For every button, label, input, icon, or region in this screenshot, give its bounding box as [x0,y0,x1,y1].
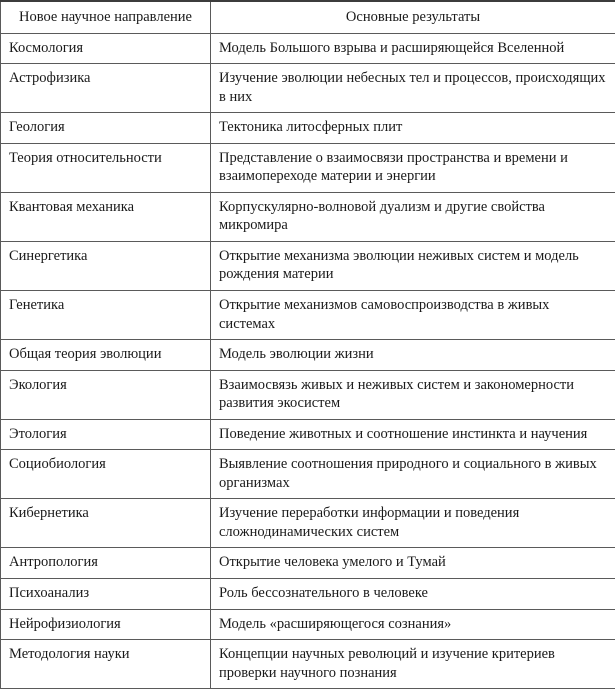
results-cell: Модель Большого взрыва и расширяющейся Вселенной [211,33,615,64]
table-row [1,609,615,640]
header-row [1,1,615,33]
results-cell: Концепции научных революций и изучение критериев проверки научного познания [211,640,615,689]
direction-cell: Антропология [1,548,211,579]
results-cell: Представление о взаимосвязи пространства и времени и взаимопереходе материи и энергии [211,143,615,192]
results-cell: Открытие человека умелого и Тумай [211,548,615,579]
table-row [1,241,615,290]
table-row [1,450,615,499]
direction-cell: Теория относительности [1,143,211,192]
results-cell: Изучение переработки информации и поведения сложнодинамических систем [211,499,615,548]
results-cell: Тектоника литосферных плит [211,113,615,144]
table-row [1,419,615,450]
header-results: Основные результаты [211,1,615,33]
table-row [1,291,615,340]
results-cell: Поведение животных и соотношение инстинкта и научения [211,419,615,450]
direction-cell: Экология [1,370,211,419]
direction-cell: Квантовая механика [1,192,211,241]
direction-cell: Нейрофизиология [1,609,211,640]
direction-cell: Астрофизика [1,64,211,113]
results-cell: Открытие механизма эволюции неживых систем и модель рождения материи [211,241,615,290]
direction-cell: Общая теория эволюции [1,340,211,371]
table-row [1,499,615,548]
direction-cell: Социобиология [1,450,211,499]
direction-cell: Кибернетика [1,499,211,548]
table-row [1,192,615,241]
header-direction: Новое научное направление [1,1,211,33]
results-cell: Открытие механизмов самовоспроизводства в живых системах [211,291,615,340]
direction-cell: Синергетика [1,241,211,290]
table-row [1,370,615,419]
direction-cell: Генетика [1,291,211,340]
table-row [1,143,615,192]
results-cell: Взаимосвязь живых и неживых систем и закономерности развития экосистем [211,370,615,419]
results-cell: Выявление соотношения природного и социального в живых организмах [211,450,615,499]
direction-cell: Психоанализ [1,579,211,610]
table-row [1,33,615,64]
table-row [1,579,615,610]
results-cell: Модель эволюции жизни [211,340,615,371]
direction-cell: Методология науки [1,640,211,689]
table-row [1,340,615,371]
direction-cell: Космология [1,33,211,64]
table-header [1,1,615,33]
results-cell: Роль бессознательного в человеке [211,579,615,610]
table-row [1,640,615,689]
table-row [1,548,615,579]
table-body [1,33,615,689]
results-cell: Корпускулярно-волновой дуализм и другие свойства микромира [211,192,615,241]
table-row [1,113,615,144]
results-cell: Изучение эволюции небесных тел и процессов, происходящих в них [211,64,615,113]
direction-cell: Геология [1,113,211,144]
direction-cell: Этология [1,419,211,450]
table-row [1,64,615,113]
results-cell: Модель «расширяющегося сознания» [211,609,615,640]
